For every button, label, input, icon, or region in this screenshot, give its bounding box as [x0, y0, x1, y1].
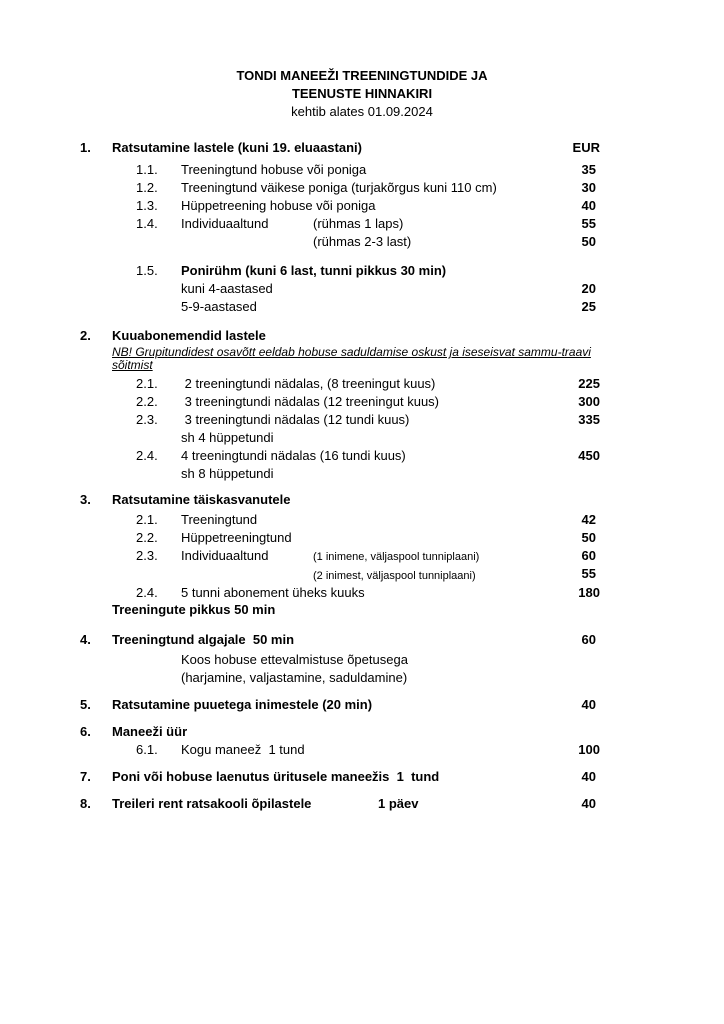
item-1-2-label: Treeningtund väikese poniga (turjakõrgus kuni 110 cm): [181, 180, 497, 195]
item-2-2-price: 300: [578, 394, 600, 409]
item-6-1-number: 6.1.: [136, 742, 158, 757]
section-2-title: Kuuabonemendid lastele: [112, 328, 266, 343]
item-2-4-note: sh 8 hüppetundi: [181, 466, 274, 481]
item-1-3-label: Hüppetreening hobuse või poniga: [181, 198, 376, 213]
item-1-5-label: Ponirühm (kuni 6 last, tunni pikkus 30 min): [181, 263, 447, 278]
item-3-3-option-1: (1 inimene, väljaspool tunniplaani): [313, 551, 480, 563]
item-3-2-label: Hüppetreeningtund: [181, 530, 292, 545]
section-2-note-line-1: NB! Grupitundidest osavõtt eeldab hobuse saduldamise oskust ja iseseisvat sammu-traavi: [112, 345, 591, 359]
item-1-2-price: 30: [581, 180, 596, 195]
section-1-title: Ratsutamine lastele (kuni 19. eluaastani): [112, 140, 362, 155]
item-2-1-label: 2 treeningtundi nädalas, (8 treeningut kuus): [181, 376, 436, 391]
section-8-title: Treileri rent ratsakooli õpilastele: [112, 796, 312, 811]
item-1-3-number: 1.3.: [136, 198, 158, 213]
title-line-1: TONDI MANEEŽI TREENINGTUNDIDE JA: [236, 68, 488, 83]
item-1-4-group-2: (rühmas 2-3 last): [313, 234, 412, 249]
section-4-price: 60: [581, 632, 596, 647]
section-5-title: Ratsutamine puuetega inimestele (20 min): [112, 697, 373, 712]
section-3-title: Ratsutamine täiskasvanutele: [112, 492, 291, 507]
currency-header: EUR: [572, 140, 600, 155]
item-1-1-number: 1.1.: [136, 162, 158, 177]
item-1-4-group-1: (rühmas 1 laps): [313, 216, 404, 231]
section-2-number: 2.: [80, 328, 91, 343]
item-2-2-number: 2.2.: [136, 394, 158, 409]
item-2-1-number: 2.1.: [136, 376, 158, 391]
item-1-1-label: Treeningtund hobuse või poniga: [181, 162, 367, 177]
section-7-title: Poni või hobuse laenutus üritusele maneežis 1 tund: [112, 769, 440, 784]
item-2-3-label: 3 treeningtundi nädalas (12 tundi kuus): [181, 412, 410, 427]
item-1-4-price-1: 55: [581, 216, 596, 231]
section-5-price: 40: [581, 697, 596, 712]
section-3-duration-note: Treeningute pikkus 50 min: [112, 602, 276, 617]
item-1-2-number: 1.2.: [136, 180, 158, 195]
item-2-1-price: 225: [578, 376, 600, 391]
item-3-2-number: 2.2.: [136, 530, 158, 545]
section-2-note-line-2: sõitmist: [112, 358, 153, 372]
item-2-4-label: 4 treeningtundi nädalas (16 tundi kuus): [181, 448, 406, 463]
item-1-4-label: Individuaaltund: [181, 216, 269, 231]
item-3-1-number: 2.1.: [136, 512, 158, 527]
item-1-5-price-1: 20: [581, 281, 596, 296]
item-1-5-age-1: kuni 4-aastased: [181, 281, 273, 296]
section-4-number: 4.: [80, 632, 91, 647]
item-3-4-price: 180: [578, 585, 600, 600]
item-2-3-price: 335: [578, 412, 600, 427]
section-3-number: 3.: [80, 492, 91, 507]
section-5-number: 5.: [80, 697, 91, 712]
item-6-1-price: 100: [578, 742, 600, 757]
item-1-3-price: 40: [581, 198, 596, 213]
section-4-title: Treeningtund algajale 50 min: [112, 632, 295, 647]
item-1-5-number: 1.5.: [136, 263, 158, 278]
item-1-5-age-2: 5-9-aastased: [181, 299, 257, 314]
section-7-price: 40: [581, 769, 596, 784]
item-3-3-label: Individuaaltund: [181, 548, 269, 563]
item-2-4-number: 2.4.: [136, 448, 158, 463]
item-3-3-option-2: (2 inimest, väljaspool tunniplaani): [313, 570, 476, 582]
item-3-1-label: Treeningtund: [181, 512, 258, 527]
section-7-number: 7.: [80, 769, 91, 784]
section-8-duration: 1 päev: [378, 796, 419, 811]
section-8-number: 8.: [80, 796, 91, 811]
section-1-number: 1.: [80, 140, 91, 155]
item-2-3-number: 2.3.: [136, 412, 158, 427]
item-3-4-number: 2.4.: [136, 585, 158, 600]
item-1-1-price: 35: [581, 162, 596, 177]
section-8-price: 40: [581, 796, 596, 811]
item-2-4-price: 450: [578, 448, 600, 463]
section-6-title: Maneeži üür: [112, 724, 188, 739]
item-3-3-price-1: 60: [581, 548, 596, 563]
item-3-4-label: 5 tunni abonement üheks kuuks: [181, 585, 365, 600]
item-3-3-number: 2.3.: [136, 548, 158, 563]
item-2-2-label: 3 treeningtundi nädalas (12 treeningut kuus): [181, 394, 440, 409]
section-4-description-1: Koos hobuse ettevalmistuse õpetusega: [181, 652, 408, 667]
title-line-2: TEENUSTE HINNAKIRI: [291, 86, 433, 101]
item-1-4-number: 1.4.: [136, 216, 158, 231]
item-3-1-price: 42: [581, 512, 596, 527]
item-1-5-price-2: 25: [581, 299, 596, 314]
item-3-2-price: 50: [581, 530, 596, 545]
item-2-3-note: sh 4 hüppetundi: [181, 430, 274, 445]
valid-from-date: kehtib alates 01.09.2024: [291, 104, 433, 119]
item-1-4-price-2: 50: [581, 234, 596, 249]
section-4-description-2: (harjamine, valjastamine, saduldamine): [181, 670, 408, 685]
item-6-1-label: Kogu maneež 1 tund: [181, 742, 305, 757]
section-6-number: 6.: [80, 724, 91, 739]
item-3-3-price-2: 55: [581, 566, 596, 581]
